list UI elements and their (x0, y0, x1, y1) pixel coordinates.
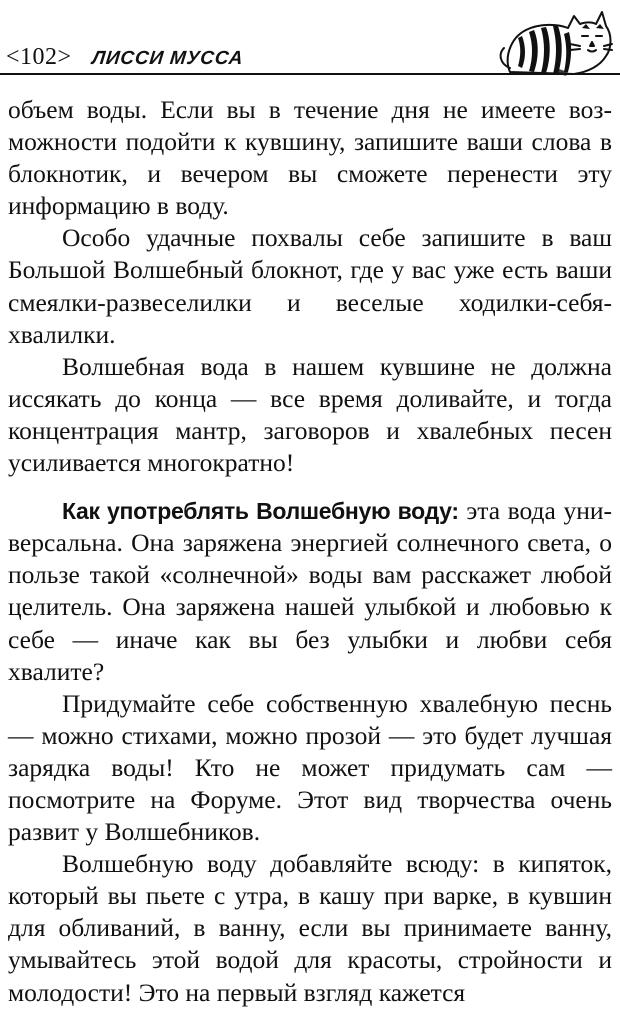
page-header (6, 44, 243, 72)
paragraph-1-text: объем воды. Если вы в течение дня не имеете возможности подойти к кувшину, запишите ваши слова в блокнотик, и вечером вы сможете перенести эту информацию в воду. (8, 95, 612, 221)
paragraph-2-text: Особо удачные похвалы себе запишите в ваш Большой Волшебный блокнот, где у вас уже есть ваши смеялки-развеселилки и веселые ходилки-себя-хвалилки. (8, 223, 612, 349)
body-text (8, 94, 612, 1009)
paragraph-4-text: эта вода универсальна. Она заряжена энергией солнечного света, о пользе такой «солнечной» воды вам расскажет любой целитель. Она заряжена нашей улыбкой и любовью к себе — иначе как вы без улыбки и любви себя хвалите? (8, 496, 612, 686)
paragraph-1 (8, 94, 612, 222)
paragraph-3-text: Волшебная вода в нашем кувшине не должна иссякать до конца — все время доливайте, и тогда концентрация мантр, заговоров и хвалебных песен усиливается многократно! (8, 351, 612, 478)
paragraph-2 (8, 222, 612, 350)
paragraph-4 (8, 495, 612, 688)
running-head: ЛИССИ МУССА (90, 48, 245, 69)
paragraph-4-lead: Как употреблять Волшебную воду: (62, 498, 459, 525)
striped-cat-icon (496, 2, 614, 80)
paragraph-6-text: Волшебную воду добавляйте всюду: в кипяток, который вы пьете с утра, в кашу при варке, в кувшин для обливаний, в ванну, если вы принимаете ванну, умывайтесь этой водой для красоты, стройности и молодости! Это на первый взгляд кажется (8, 849, 612, 1007)
paragraph-6 (8, 848, 612, 1008)
page-number: <102> (6, 44, 72, 70)
paragraph-5-text: Придумайте себе собственную хвалебную песнь — можно стихами, можно прозой — это будет лучшая зарядка воды! Кто не может придумать сам — посмотрите на Форуме. Этот вид творчества очень развит у Волшебников. (8, 688, 612, 847)
header-rule (0, 73, 620, 75)
paragraph-5 (8, 688, 612, 848)
paragraph-3 (8, 351, 612, 479)
